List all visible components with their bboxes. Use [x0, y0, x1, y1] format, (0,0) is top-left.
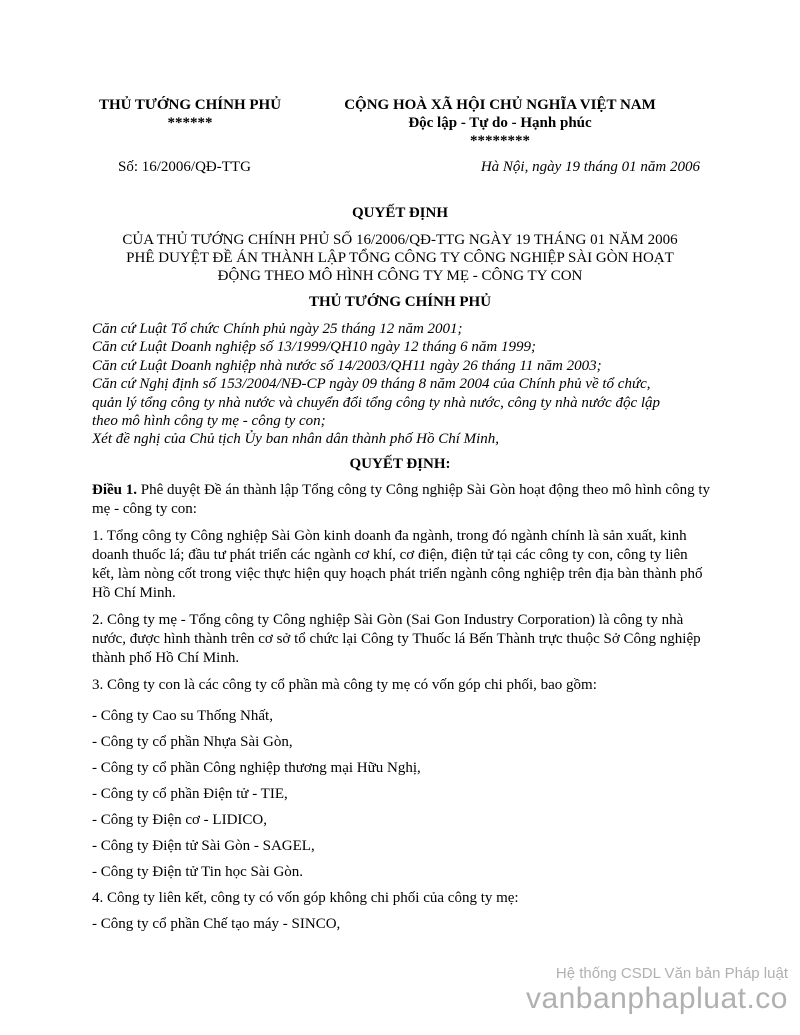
document-date: Hà Nội, ngày 19 tháng 01 năm 2006 [480, 159, 700, 175]
list-item: - Công ty Điện cơ - LIDICO, [92, 812, 267, 828]
paragraph-2: 2. Công ty mẹ - Tổng công ty Công nghiệp Sài Gòn (Sai Gon Industry Corporation) là công ty nhà nước, được hình thành trên cơ sở tổ chức lại Công ty Thuốc lá Bến Thành trực thuộc Sở Công nghiệp thành phố Hồ Chí Minh. [92, 612, 701, 666]
national-motto: Độc lập - Tự do - Hạnh phúc [408, 115, 592, 131]
subsidiary-list [92, 703, 712, 885]
legal-basis-line: quản lý tổng công ty nhà nước và chuyển đổi tổng công ty nhà nước, công ty nhà nước độc lập [92, 394, 661, 411]
document-subtitle [80, 231, 720, 285]
subtitle-line: CỦA THỦ TƯỚNG CHÍNH PHỦ SỐ 16/2006/QĐ-TTG NGÀY 19 THÁNG 01 NĂM 2006 [122, 232, 678, 248]
legal-basis-line: theo mô hình công ty mẹ - công ty con; [92, 413, 326, 430]
authority-stars: ****** [167, 115, 213, 131]
list-item: - Công ty cổ phần Công nghiệp thương mại Hữu Nghị, [92, 760, 421, 776]
watermark-site: vanbanphapluat.co [525, 982, 788, 1015]
national-title: CỘNG HOÀ XÃ HỘI CHỦ NGHĨA VIỆT NAM [344, 97, 656, 113]
list-item: - Công ty cổ phần Nhựa Sài Gòn, [92, 734, 293, 750]
motto-stars: ******** [470, 133, 530, 149]
issuing-authority-block [60, 96, 320, 132]
list-item: - Công ty cổ phần Chế tạo máy - SINCO, [92, 916, 341, 932]
document-title: QUYẾT ĐỊNH [352, 205, 448, 221]
legal-basis-line: Căn cứ Luật Tổ chức Chính phủ ngày 25 tháng 12 năm 2001; [92, 321, 463, 337]
issuing-authority: THỦ TƯỚNG CHÍNH PHỦ [98, 97, 282, 113]
legal-bases [92, 320, 712, 449]
watermark [526, 965, 788, 1016]
issuer-heading: THỦ TƯỚNG CHÍNH PHỦ [308, 294, 492, 310]
article-1 [92, 481, 712, 519]
list-item: - Công ty Điện tử Sài Gòn - SAGEL, [92, 838, 315, 854]
subtitle-line: ĐỘNG THEO MÔ HÌNH CÔNG TY MẸ - CÔNG TY CON [217, 268, 583, 284]
list-item: - Công ty cổ phần Điện tử - TIE, [92, 786, 288, 802]
decision-heading: QUYẾT ĐỊNH: [349, 456, 451, 472]
list-item: - Công ty Điện tử Tin học Sài Gòn. [92, 864, 304, 880]
article-text: Phê duyệt Đề án thành lập Tổng công ty Công nghiệp Sài Gòn hoạt động theo mô hình công ty mẹ - công ty con: [92, 482, 710, 517]
document-number: Số: 16/2006/QĐ-TTG [118, 159, 251, 175]
paragraph-1: 1. Tổng công ty Công nghiệp Sài Gòn kinh doanh đa ngành, trong đó ngành chính là sản xuất, kinh doanh thuốc lá; đầu tư phát triển các ngành cơ khí, cơ điện, điện tử tại các công ty con, công ty liên kết, làm nòng cốt trong việc thực hiện quy hoạch phát triển ngành công nghiệp trên địa bàn thành phố Hồ Chí Minh. [92, 528, 703, 601]
subtitle-line: PHÊ DUYỆT ĐỀ ÁN THÀNH LẬP TỔNG CÔNG TY CÔNG NGHIỆP SÀI GÒN HOẠT [126, 250, 674, 266]
legal-basis-line: Căn cứ Luật Doanh nghiệp số 13/1999/QH10 ngày 12 tháng 6 năm 1999; [92, 339, 537, 356]
paragraph-4: 4. Công ty liên kết, công ty có vốn góp không chi phối của công ty mẹ: [92, 890, 519, 906]
list-item: - Công ty Cao su Thống Nhất, [92, 708, 273, 724]
article-label: Điều 1. [92, 482, 137, 498]
article-body [92, 481, 712, 937]
legal-basis-line: Xét đề nghị của Chủ tịch Ủy ban nhân dân thành phố Hồ Chí Minh, [92, 431, 500, 448]
legal-basis-line: Căn cứ Nghị định số 153/2004/NĐ-CP ngày 09 tháng 8 năm 2004 của Chính phủ về tổ chức, [92, 376, 651, 393]
paragraph-3: 3. Công ty con là các công ty cổ phần mà công ty mẹ có vốn góp chi phối, bao gồm: [92, 677, 597, 693]
watermark-caption: Hệ thống CSDL Văn bản Pháp luật [555, 965, 788, 982]
national-heading-block [320, 96, 680, 150]
legal-basis-line: Căn cứ Luật Doanh nghiệp nhà nước số 14/2003/QH11 ngày 26 tháng 11 năm 2003; [92, 357, 602, 374]
